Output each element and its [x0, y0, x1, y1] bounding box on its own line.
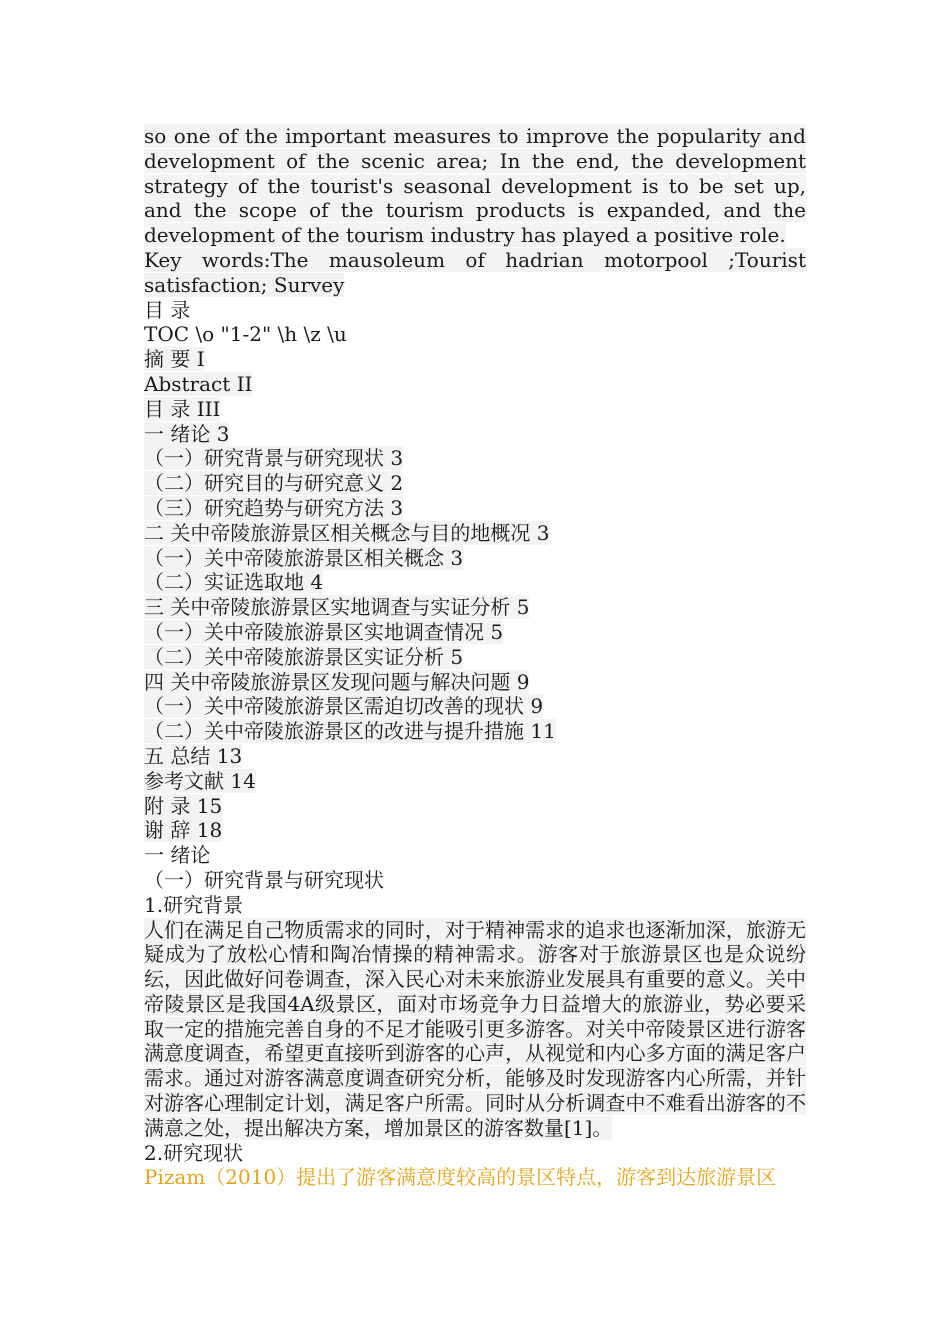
keywords-text: Key words:The mausoleum of hadrian motorpool ;Tourist satisfaction; Survey [144, 247, 806, 297]
toc-entry[interactable]: （三）研究趋势与研究方法 3 [144, 495, 404, 520]
toc-entry[interactable]: Abstract II [144, 371, 253, 396]
toc-entry[interactable]: 四 关中帝陵旅游景区发现问题与解决问题 9 [144, 669, 530, 694]
toc-entry[interactable]: 五 总结 13 [144, 743, 243, 768]
abstract-tail-paragraph [144, 124, 806, 248]
toc-entry[interactable]: （二）实证选取地 4 [144, 570, 324, 595]
abstract-tail-text: so one of the important measures to improve the popularity and development of the scenic area; In the end, the development strategy of the tourist's seasonal development is to be set up, and the scope of the tourism products is expanded, and the development of the tourism industry has played a positive role. [144, 124, 806, 248]
subsection-heading-background: 1.研究背景 [144, 892, 244, 917]
keywords-line [144, 248, 806, 298]
status-paragraph-first-line: Pizam（2010）提出了游客满意度较高的景区特点，游客到达旅游景区 [144, 1165, 777, 1190]
toc-entry[interactable]: 三 关中帝陵旅游景区实地调查与实证分析 5 [144, 595, 530, 620]
toc-entry[interactable]: 参考文献 14 [144, 768, 256, 793]
toc-entry[interactable]: 目 录 III [144, 396, 221, 421]
toc-entry[interactable]: 一 绪论 3 [144, 421, 230, 446]
background-paragraph-text: 人们在满足自己物质需求的同时，对于精神需求的追求也逐渐加深，旅游无疑成为了放松心情和陶冶情操的精神需求。游客对于旅游景区也是众说纷纭，因此做好问卷调查，深入民心对未来旅游业发展具有重要的意义。关中帝陵景区是我国4A级景区，面对市场竞争力日益增大的旅游业，势必要采取一定的措施完善自身的不足才能吸引更多游客。对关中帝陵景区进行游客满意度调查，希望更直接听到游客的心声，从视觉和内心多方面的满足客户需求。通过对游客满意度调查研究分析，能够及时发现游客内心所需，并针对游客心理制定计划，满足客户所需。同时从分析调查中不难看出游客的不满意之处，提出解决方案，增加景区的游客数量[1]。 [144, 917, 806, 1140]
toc-entry[interactable]: （二）研究目的与研究意义 2 [144, 471, 404, 496]
toc-entry[interactable]: （一）关中帝陵旅游景区需迫切改善的现状 9 [144, 694, 544, 719]
chapter-heading: 一 绪论 [144, 843, 211, 868]
toc-entry[interactable]: （一）关中帝陵旅游景区实地调查情况 5 [144, 619, 504, 644]
toc-entry[interactable]: （一）关中帝陵旅游景区相关概念 3 [144, 545, 464, 570]
subsection-heading-status: 2.研究现状 [144, 1140, 244, 1165]
document-content [144, 124, 806, 1190]
toc-entry[interactable]: （二）关中帝陵旅游景区的改进与提升措施 11 [144, 719, 556, 744]
toc-entry[interactable]: 二 关中帝陵旅游景区相关概念与目的地概况 3 [144, 520, 550, 545]
toc-entry[interactable]: （一）研究背景与研究现状 3 [144, 446, 404, 471]
background-paragraph [144, 918, 806, 1141]
toc-heading: 目 录 [144, 297, 191, 322]
toc-entry[interactable]: 附 录 15 [144, 793, 223, 818]
toc-entry[interactable]: 摘 要 I [144, 347, 205, 372]
toc-entry[interactable]: 谢 辞 18 [144, 818, 223, 843]
section-heading: （一）研究背景与研究现状 [144, 867, 384, 892]
toc-field-code: TOC \o "1-2" \h \z \u [144, 322, 347, 347]
toc-list [144, 347, 806, 843]
toc-entry[interactable]: （二）关中帝陵旅游景区实证分析 5 [144, 644, 464, 669]
